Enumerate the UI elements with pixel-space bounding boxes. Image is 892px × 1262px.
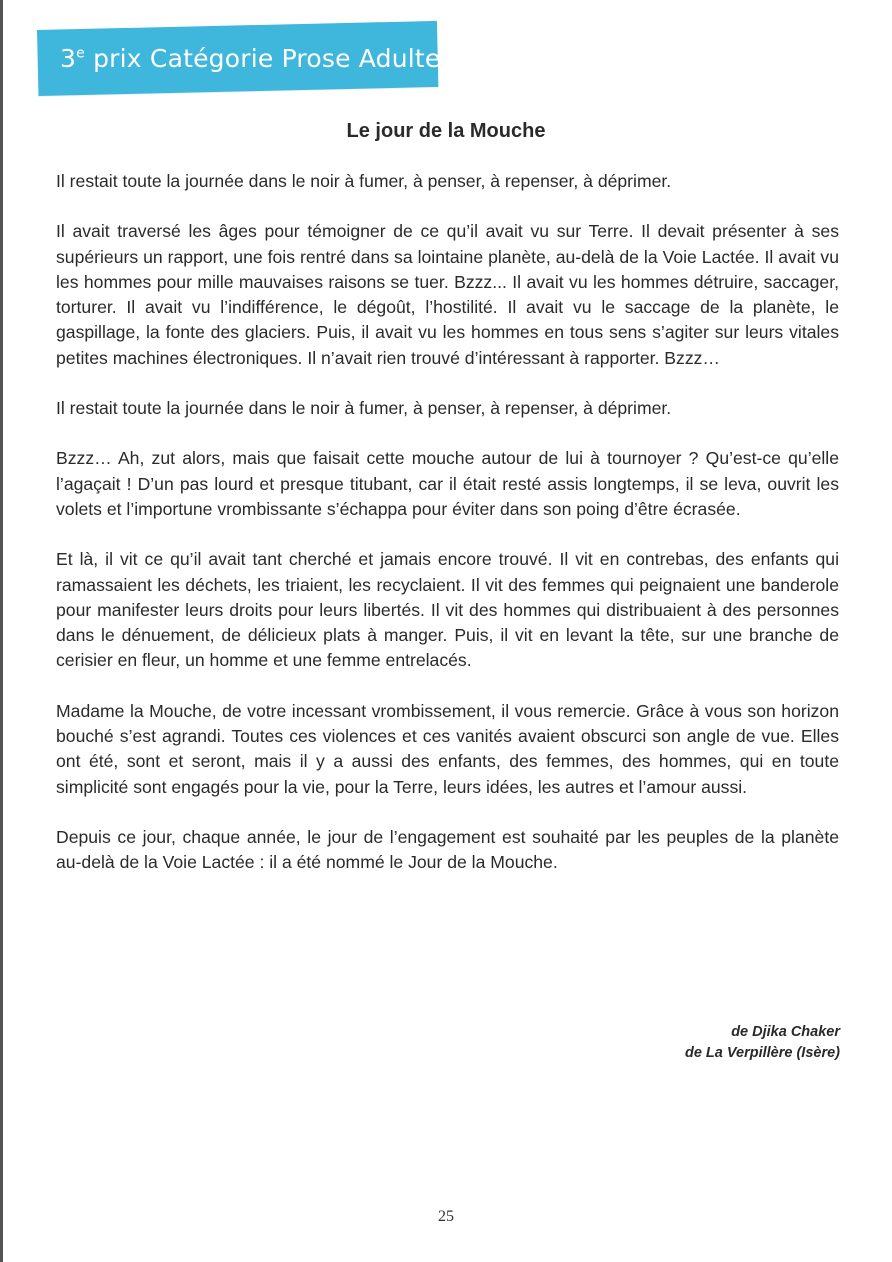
story-body: [56, 169, 839, 901]
author-name: de Djika Chaker: [731, 1024, 840, 1040]
banner-ordinal: 3: [60, 44, 77, 73]
paragraph-4: Bzzz… Ah, zut alors, mais que faisait cette mouche autour de lui à tournoyer ? Qu’est-ce qu’elle l’agaçait ! D’un pas lourd et presque titubant, car il était resté assis longtemps, il se leva, ouvrit les volets et l’importune vrombissante s’échappa pour éviter dans son poing d’être écrasée.: [56, 448, 839, 519]
paragraph-1: Il restait toute la journée dans le noir à fumer, à penser, à repenser, à déprimer.: [56, 171, 672, 191]
story-title: Le jour de la Mouche: [346, 120, 546, 142]
category-banner-text: [60, 44, 441, 73]
paragraph-2: Il avait traversé les âges pour témoigner de ce qu’il avait vu sur Terre. Il devait présenter à ses supérieurs un rapport, une fois rentré dans sa lointaine planète, au-delà de la Voie Lactée. Il avait vu les hommes pour mille mauvaises raisons se tuer. Bzzz... Il avait vu les hommes détruire, saccager, torturer. Il avait vu l’indifférence, le dégoût, l’hostilité. Il avait vu le saccage de la planète, le gaspillage, la fonte des glaciers. Puis, il avait vu les hommes en tous sens s’agiter sur leurs vitales petites machines électroniques. Il n’avait rien trouvé d’intéressant à rapporter. Bzzz…: [56, 221, 839, 368]
paragraph-6: Madame la Mouche, de votre incessant vrombissement, il vous remercie. Grâce à vous son horizon bouché s’est agrandi. Toutes ces violences et ces vanités avaient obscurci son angle de vue. Elles ont été, sont et seront, mais il y a aussi des enfants, des femmes, des hommes, qui en toute simplicité sont engagés pour la vie, pour la Terre, leurs idées, les autres et l’amour aussi.: [56, 700, 839, 797]
banner-label: prix Catégorie Prose Adulte: [84, 44, 441, 73]
author-signature: [685, 1022, 840, 1064]
author-place: de La Verpillère (Isère): [684, 1045, 840, 1061]
paragraph-3: Il restait toute la journée dans le noir à fumer, à penser, à repenser, à déprimer.: [56, 398, 672, 419]
page-left-border: [0, 0, 3, 1262]
banner-ordinal-suffix: e: [76, 45, 85, 62]
page-number: 25: [438, 1208, 454, 1225]
paragraph-7: Depuis ce jour, chaque année, le jour de l’engagement est souhaité par les peuples de la planète au-delà de la Voie Lactée : il a été nommé le Jour de la Mouche.: [56, 826, 839, 873]
paragraph-5: Et là, il vit ce qu’il avait tant cherché et jamais encore trouvé. Il vit en contrebas, des enfants qui ramassaient les déchets, les triaient, les recyclaient. Il vit des femmes qui peignaient une banderole pour manifester leurs droits pour leurs libertés. Il vit des hommes qui distribuaient à des personnes dans le dénuement, de délicieux plats à manger. Puis, il vit en levant la tête, sur une branche de cerisier en fleur, un homme et une femme entrelacés.: [56, 549, 839, 671]
